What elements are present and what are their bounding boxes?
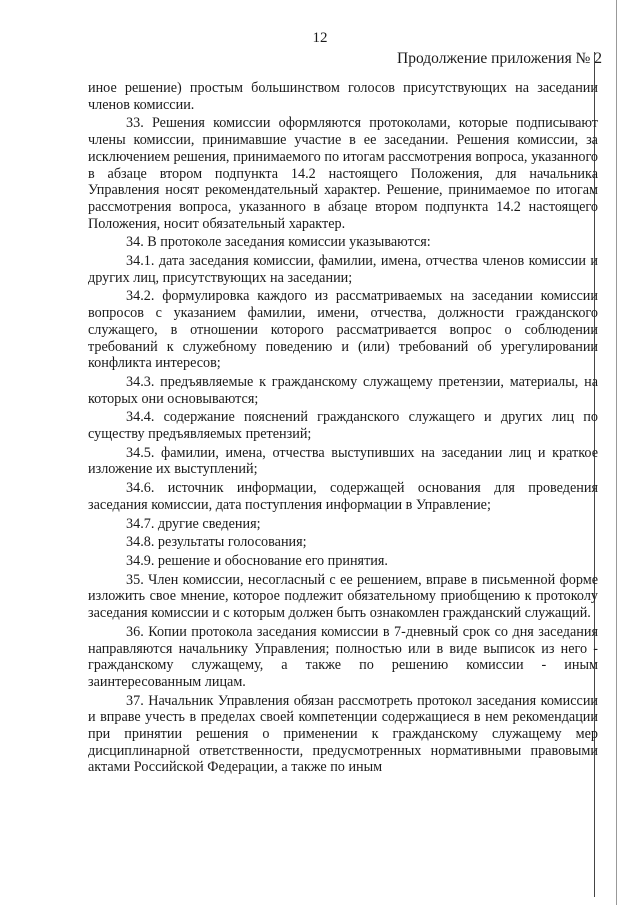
paragraph-34-8: 34.8. результаты голосования; [126, 534, 307, 551]
paragraph-continuation: иное решение) простым большинством голосов присутствующих на заседании членов комиссии. [88, 80, 598, 113]
paragraph-34-6: 34.6. источник информации, содержащей основания для проведения заседания комиссии, дата поступления информации в Управление; [88, 480, 598, 513]
paragraph-34-9: 34.9. решение и обоснование его принятия. [126, 552, 388, 569]
page-number: 12 [312, 30, 328, 46]
paragraph-35: 35. Член комиссии, несогласный с ее решением, вправе в письменной форме изложить свое мнение, которое подлежит обязательному приобщению к протоколу заседания комиссии и с которым должен быть ознакомлен гражданский служащий. [88, 571, 598, 622]
paragraph-34: 34. В протоколе заседания комиссии указываются: [126, 234, 431, 251]
paragraph-36: 36. Копии протокола заседания комиссии в 7-дневный срок со дня заседания направляются начальнику Управления; полностью или в виде выписок из него - гражданскому служащему, а также по решению комиссии - иным заинтересованным лицам. [88, 623, 598, 690]
paragraph-33: 33. Решения комиссии оформляются протоколами, которые подписывают члены комиссии, принимавшие участие в ее заседании. Решения комиссии, за исключением решения, принимаемого по итогам рассмотрения вопроса, указанного в абзаце втором подпункта 14.2 настоящего Положения, для начальника Управления носят рекомендательный характер. Решение, принимаемое по итогам рассмотрения вопроса, указанного в абзаце втором подпункта 14.2 настоящего Положения, носит обязательный характер. [88, 115, 598, 232]
appendix-continuation-note: Продолжение приложения № 2 [397, 50, 602, 67]
paragraph-34-5: 34.5. фамилии, имена, отчества выступивших на заседании лиц и краткое изложение их выступлений; [88, 444, 598, 478]
document-body [88, 80, 598, 778]
scan-edge-line [616, 0, 617, 905]
paragraph-34-1: 34.1. дата заседания комиссии, фамилии, имена, отчества членов комиссии и других лиц, присутствующих на заседании; [88, 253, 598, 286]
paragraph-34-2: 34.2. формулировка каждого из рассматриваемых на заседании комиссии вопросов с указанием фамилии, имени, отчества, должности гражданского служащего, в отношении которого рассматривается вопрос о соблюдении требований к служебному поведению и (или) требований об урегулировании конфликта интересов; [88, 288, 598, 372]
paragraph-34-4: 34.4. содержание пояснений гражданского служащего и других лиц по существу предъявляемых претензий; [88, 409, 598, 443]
paragraph-34-7: 34.7. другие сведения; [126, 515, 261, 532]
paragraph-34-3: 34.3. предъявляемые к гражданскому служащему претензии, материалы, на которых они основываются; [88, 373, 598, 407]
paragraph-37: 37. Начальник Управления обязан рассмотреть протокол заседания комиссии и вправе учесть в пределах своей компетенции содержащиеся в нем рекомендации при принятии решения о применении к гражданскому служащему мер дисциплинарной ответственности, предусмотренных нормативными правовыми актами Российской Федерации, а также по иным [88, 692, 598, 776]
